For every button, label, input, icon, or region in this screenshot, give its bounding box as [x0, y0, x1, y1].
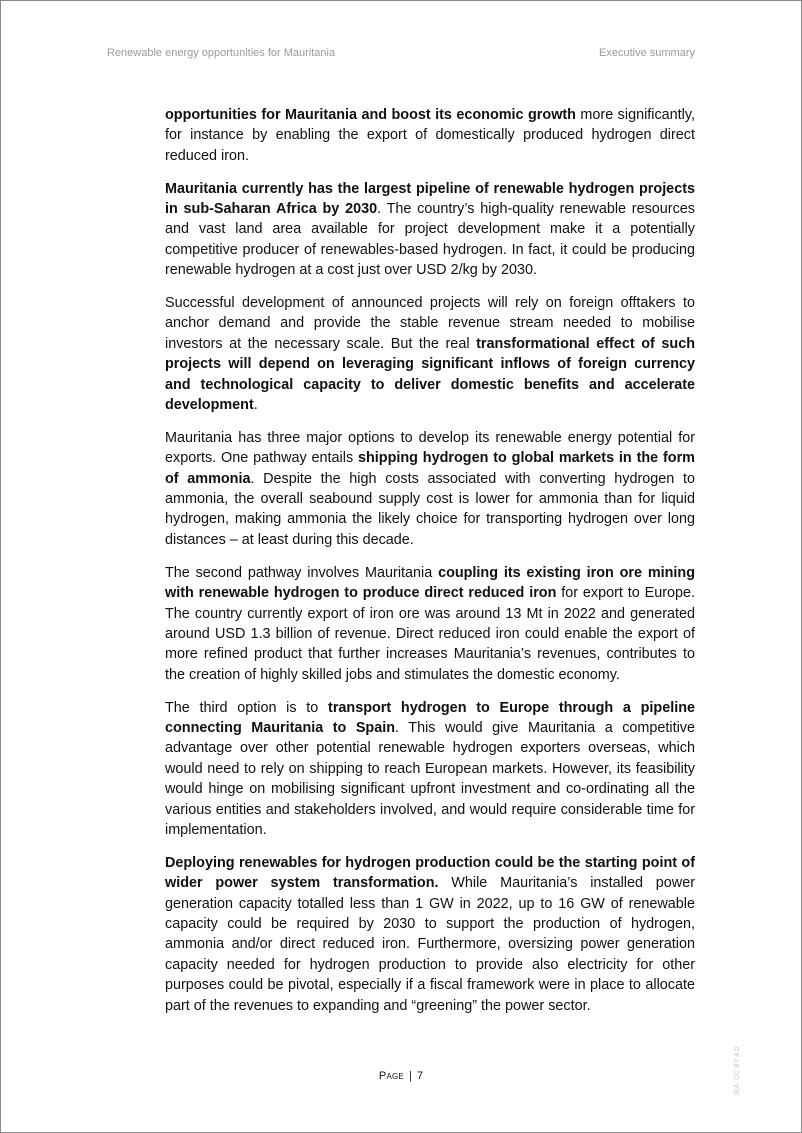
bold-phrase: opportunities for Mauritania and boost its economic growth — [165, 107, 576, 123]
text-run: . Despite the high costs associated with converting hydrogen to ammonia, the overall seabound supply cost is lower for ammonia than for liquid hydrogen, making ammonia the likely choice for transporting hydrogen over long distances – at least during this decade. — [165, 470, 695, 548]
text-run: Successful development of announced projects will rely on foreign offtakers to anchor demand and provide the stable revenue stream needed to mobilise investors at the necessary scale. But the real — [165, 295, 695, 352]
header-document-title: Renewable energy opportunities for Mauritania — [107, 47, 336, 59]
text-run: The second pathway involves Mauritania — [165, 564, 439, 581]
text-run: The third option is to — [165, 699, 329, 716]
bold-phrase: transformational effect of such projects will depend on leveraging significant inflows of foreign currency and technological capacity to deliver domestic benefits and accelerate development — [165, 335, 695, 414]
paragraph-2 — [165, 179, 695, 281]
text-run: Mauritania has three major options to develop its renewable energy potential for exports. One pathway entails — [165, 429, 695, 467]
text-run: more significantly, for instance by enabling the export of domestically produced hydrogen direct reduced iron. — [165, 107, 695, 164]
text-run: for export to Europe. The country currently export of iron ore was around 13 Mt in 2022 and generated around USD 1.3 billion of revenue. Direct reduced iron could enable the export of more refined product that further increases Mauritania’s revenues, contributes to the creation of highly skilled jobs and stimulates the domestic economy. — [165, 585, 695, 683]
page-label: Page — [378, 1070, 404, 1082]
page-number: 7 — [416, 1070, 424, 1082]
text-run: While Mauritania’s installed power generation capacity totalled less than 1 GW in 2022, up to 16 GW of renewable capacity could be required by 2030 to support the production of hydrogen, ammonia and/or direct reduced iron. Furthermore, oversizing power generation capacity needed for hydrogen production to provide also electricity for other purposes could be pivotal, especially if a fiscal framework were in place to allocate part of the revenues to expanding and “greening” the power sector. — [165, 875, 695, 1014]
bold-phrase: coupling its existing iron ore mining with renewable hydrogen to produce direct reduced iron — [165, 564, 695, 602]
bold-phrase: transport hydrogen to Europe through a pipeline connecting Mauritania to Spain — [165, 699, 695, 736]
paragraph-3 — [165, 293, 695, 415]
paragraph-5 — [165, 563, 695, 685]
bold-phrase: shipping hydrogen to global markets in the form of ammonia — [165, 450, 695, 487]
bold-phrase: Mauritania currently has the largest pipeline of renewable hydrogen projects in sub-Saharan Africa by 2030 — [165, 180, 695, 218]
paragraph-6 — [165, 698, 695, 841]
text-run: . — [253, 397, 258, 414]
text-run: . The country’s high-quality renewable resources and vast land area available for project development make it a potentially competitive producer of renewables-based hydrogen. In fact, it could be producing renewable hydrogen at a cost just over USD 2/kg by 2030. — [165, 201, 695, 279]
body-text — [165, 105, 695, 1028]
text-run: . This would give Mauritania a competitive advantage over other potential renewable hydrogen exporters overseas, which would need to rely on shipping to reach European markets. However, its feasibility would hinge on mobilising significant upfront investment and co-ordinating all the various entities and stakeholders involved, and would require considerable time for implementation. — [165, 719, 696, 838]
paragraph-7 — [165, 853, 695, 1016]
bold-phrase: Deploying renewables for hydrogen production could be the starting point of wider power system transformation. — [165, 854, 695, 892]
page-separator: | — [409, 1070, 412, 1082]
paragraph-4 — [165, 428, 695, 550]
license-watermark: IEA. CC BY 4.0. — [734, 1045, 741, 1096]
header-section-title: Executive summary — [599, 47, 695, 59]
paragraph-1 — [165, 105, 695, 166]
page-footer — [0, 1070, 802, 1082]
